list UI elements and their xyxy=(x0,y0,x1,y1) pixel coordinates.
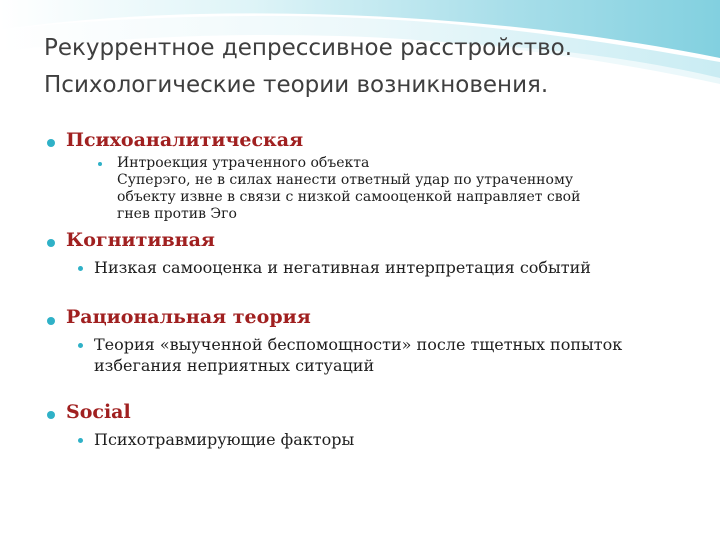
point-line: Суперэго, не в силах нанести ответный удар по утраченному xyxy=(117,172,574,188)
theory-point-rational xyxy=(94,334,622,376)
theory-heading-social: Social xyxy=(66,401,131,423)
point-line: гнев против Эго xyxy=(117,206,237,222)
point-line: Теория «выученной беспомощности» после тщетных попыток xyxy=(94,335,623,354)
bullet-icon xyxy=(78,343,83,348)
point-line: избегания неприятных ситуаций xyxy=(94,356,375,375)
bullet-icon xyxy=(47,411,55,419)
point-line: Психотравмирующие факторы xyxy=(94,430,355,449)
bullet-icon xyxy=(78,438,83,443)
slide-title-line-2: Психологические теории возникновения. xyxy=(44,72,549,98)
point-line: Интроекция утраченного объекта xyxy=(117,155,370,171)
bullet-icon xyxy=(78,266,83,271)
bullet-icon xyxy=(47,139,55,147)
theory-point-psychoanalytic xyxy=(117,155,580,223)
point-line: Низкая самооценка и негативная интерпретация событий xyxy=(94,258,591,277)
point-line: объекту извне в связи с низкой самооценкой направляет свой xyxy=(117,189,581,205)
theory-heading-rational: Рациональная теория xyxy=(66,306,311,328)
bullet-icon xyxy=(47,239,55,247)
theory-point-cognitive xyxy=(94,257,591,278)
bullet-icon xyxy=(47,317,55,325)
theory-heading-psychoanalytic: Психоаналитическая xyxy=(66,129,304,151)
slide-title-line-1: Рекуррентное депрессивное расстройство. xyxy=(44,35,573,61)
theory-heading-cognitive: Когнитивная xyxy=(66,229,215,251)
bullet-icon xyxy=(98,162,102,166)
theory-point-social xyxy=(94,429,354,450)
